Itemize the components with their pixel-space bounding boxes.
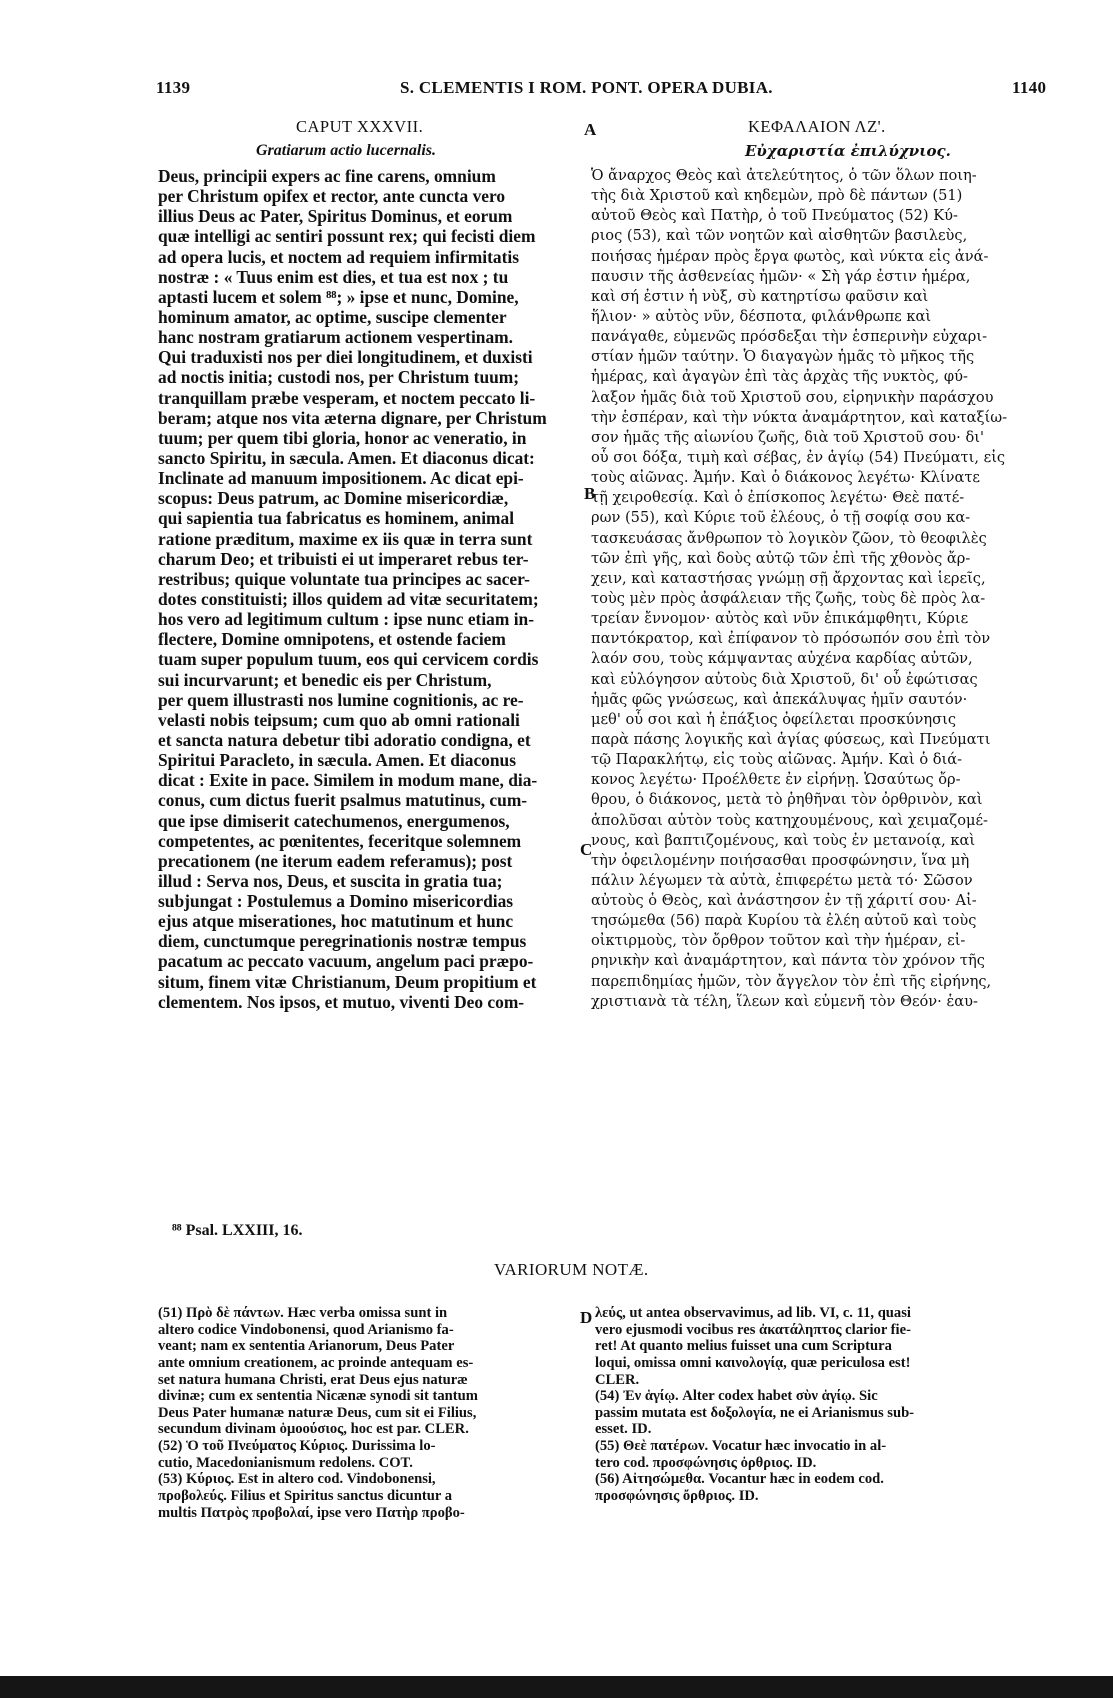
greek-line: μεθ' οὗ σοι καὶ ἡ ἐπάξιος ὀφείλεται προσκύνησις — [591, 710, 957, 728]
greek-line: στίαν ἡμῶν ταύτην. Ὁ διαγαγὼν ἡμᾶς τὸ μῆκος τῆς — [591, 348, 975, 366]
latin-line: ad noctis initia; custodi nos, per Christum tuum; — [158, 367, 520, 388]
latin-line: Spiritui Paracleto, in sæcula. Amen. Et diaconus — [158, 750, 516, 771]
latin-line: pacatum ac peccato vacuum, angelum paci præpo- — [158, 951, 534, 972]
latin-line: subjungat : Postulemus a Domino misericordias — [158, 891, 514, 912]
note-line: ante omnium creationem, ac proinde antequam es- — [158, 1354, 474, 1371]
latin-line: Inclinate ad manuum impositionem. Ac dicat epi- — [158, 468, 524, 489]
note-line: (56) Αἰτησώμεθα. Vocantur hæc in eodem cod. — [595, 1471, 884, 1488]
margin-letter-b: B — [584, 484, 596, 503]
greek-subtitle: Εὐχαριστία ἐπιλύχνιος. — [745, 142, 951, 160]
latin-line: sancto Spiritu, in sæcula. Amen. Et diaconus dicat: — [158, 447, 535, 468]
greek-line: ἥλιον· » αὐτὸς νῦν, δέσποτα, φιλάνθρωπε καὶ — [591, 307, 932, 325]
greek-line: τησώμεθα (56) παρὰ Κυρίου τὰ ἐλέη αὐτοῦ καὶ τοὺς — [591, 912, 977, 930]
greek-line: τῶν ἐπὶ γῆς, καὶ δοὺς αὐτῷ τῶν ἐπὶ τῆς χθονὸς ἄρ- — [591, 549, 971, 567]
margin-letter-c: C — [580, 840, 593, 859]
greek-line: τοὺς αἰῶνας. Ἀμήν. Καὶ ὁ διάκονος λεγέτω· Κλίνατε — [591, 469, 980, 487]
note-line: vero ejusmodi vocibus res ἀκατάληπτος clarior fie- — [595, 1321, 911, 1338]
margin-letter-d: D — [580, 1308, 593, 1327]
greek-line: αὐτοὺς ὁ Θεὸς, καὶ ἀνάστησον ἐν τῇ χάριτί σου· Αἰ- — [591, 892, 977, 910]
greek-chapter-title: ΚΕΦΑΛΑΙΟΝ ΛΖ'. — [748, 117, 886, 136]
latin-text-column — [158, 166, 578, 1012]
latin-line: ad opera lucis, et noctem ad requiem infirmitatis — [158, 246, 519, 267]
greek-line: τὴν ὀφειλομένην ποιήσασθαι προσφώνησιν, ἵνα μὴ — [591, 851, 970, 869]
note-line: (55) Θεὲ πατέρων. Vocatur hæc invocatio in al- — [595, 1438, 887, 1455]
greek-line: σον ἡμᾶς τῆς αἰωνίου ζωῆς, διὰ τοῦ Χριστοῦ σου· δι' — [591, 428, 984, 446]
note-line: προσφώνησις ὄρθριος. ID. — [595, 1488, 759, 1505]
latin-line: flectere, Domine omnipotens, et ostende faciem — [158, 629, 506, 650]
latin-line: nostræ : « Tuus enim est dies, et tua est nox ; tu — [158, 266, 509, 287]
note-line: veant; nam ex sententia Arianorum, Deus Pater — [158, 1338, 455, 1355]
latin-line: hominum amator, ac optime, suscipe clementer — [158, 306, 507, 327]
greek-line: οἰκτιρμοὺς, τὸν ὄρθρον τοῦτον καὶ τὴν ἡμέραν, εἰ- — [591, 932, 966, 950]
latin-line: ejus atque miserationes, hoc matutinum et hunc — [158, 911, 514, 932]
notes-right-column — [595, 1305, 1015, 1505]
margin-letter-a: A — [584, 120, 597, 139]
latin-line: dicat : Exite in pace. Similem in modum mane, dia- — [158, 770, 538, 791]
greek-line: τῇ χειροθεσίᾳ. Καὶ ὁ ἐπίσκοπος λεγέτω· Θεὲ πατέ- — [591, 489, 965, 507]
note-line: esset. ID. — [595, 1421, 652, 1438]
note-line: λεύς, ut antea observavimus, ad lib. VI, c. 11, quasi — [595, 1305, 911, 1321]
latin-line: competentes, ac pœnitentes, feceritque solemnem — [158, 830, 522, 851]
latin-line: charum Deo; et tribuisti ei ut imperaret rebus ter- — [158, 548, 529, 569]
latin-line: illius Deus ac Pater, Spiritus Dominus, et eorum — [158, 206, 513, 227]
latin-line: scopus: Deus patrum, ac Domine misericordiæ, — [158, 488, 509, 509]
notes-heading: VARIORUM NOTÆ. — [494, 1260, 649, 1279]
latin-line: sui incurvarunt; et benedic eis per Christum, — [158, 669, 492, 690]
notes-left-column — [158, 1305, 576, 1521]
greek-text-column — [591, 166, 1011, 1012]
greek-line: καὶ σή ἐστιν ἡ νὺξ, σὺ κατηρτίσω φαῦσιν καὶ — [591, 287, 929, 305]
note-line: (52) Ὁ τοῦ Πνεύματος Κύριος. Durissima lo- — [158, 1438, 436, 1455]
note-line: loqui, omissa omni καινολογίᾳ, quæ periculosa est! — [595, 1354, 911, 1371]
latin-line: tranquillam præbe vesperam, et noctem peccato li- — [158, 387, 536, 408]
greek-line: ποιήσας ἡμέραν πρὸς ἔργα φωτὸς, καὶ νύκτα εἰς ἀνά- — [591, 247, 989, 265]
greek-line: λαόν σου, τοὺς κάμψαντας αὐχένα καρδίας αὐτῶν, — [591, 650, 973, 668]
latin-line: Deus, principii expers ac fine carens, omnium — [158, 166, 496, 186]
latin-line: conus, cum dictus fuerit psalmus matutinus, cum- — [158, 790, 528, 811]
greek-line: τὴν ἑσπέραν, καὶ τὴν νύκτα ἀναμάρτητον, καὶ καταξίω- — [591, 408, 1008, 426]
note-line: ret! At quanto melius fuisset una cum Scriptura — [595, 1338, 892, 1355]
page-number-left: 1139 — [156, 78, 191, 97]
greek-line: πανάγαθε, εὐμενῶς πρόσδεξαι τὴν ἑσπερινὴν εὐχαρι- — [591, 328, 988, 346]
latin-line: quæ intelligi ac sentiri possunt rex; qui fecisti diem — [158, 226, 536, 247]
greek-line: χριστιανὰ τὰ τέλη, ἵλεων καὶ εὐμενῆ τὸν Θεόν· ἑαυ- — [591, 992, 978, 1010]
greek-line: λαξον ἡμᾶς διὰ τοῦ Χριστοῦ σου, εἰρηνικὴν παράσχου — [591, 388, 994, 406]
latin-line: diem, cunctumque peregrinationis nostræ tempus — [158, 931, 527, 952]
greek-line: παντόκρατορ, καὶ ἐπίφανον τὸ πρόσωπόν σου ἐπὶ τὸν — [591, 630, 991, 648]
note-line: divinæ; cum ex sententia Nicænæ synodi sit tantum — [158, 1388, 478, 1405]
greek-line: ἀπολῦσαι αὐτὸν τοὺς κατηχουμένους, καὶ χειμαζομέ- — [591, 811, 988, 829]
latin-line: hos vero ad legitimum cultum : ipse nunc etiam in- — [158, 609, 534, 630]
scan-edge-band — [0, 1676, 1113, 1698]
greek-line: καὶ εὐλόγησον αὐτοὺς διὰ Χριστοῦ, δι' οὗ ἐφώτισας — [591, 670, 978, 688]
latin-line: restribus; quique voluntate tua principes ac sacer- — [158, 568, 530, 589]
latin-line: per quem illustrasti nos lumine cognitionis, ac re- — [158, 689, 524, 710]
greek-line: τρείαν ἔννομον· αὐτὸς καὶ νῦν ἐπικάμφθητι, Κύριε — [591, 610, 969, 628]
note-line: (51) Πρὸ δὲ πάντων. Hæc verba omissa sunt in — [158, 1305, 448, 1321]
latin-line: beram; atque nos vita æterna dignare, per Christum — [158, 407, 547, 428]
greek-line: αὐτοῦ Θεὸς καὶ Πατὴρ, ὁ τοῦ Πνεύματος (52) Κύ- — [591, 207, 958, 225]
greek-line: ριος (53), καὶ τῶν νοητῶν καὶ αἰσθητῶν βασιλεὺς, — [591, 227, 968, 245]
greek-line: θρου, ὁ διάκονος, μετὰ τὸ ῥηθῆναι τὸν ὀρθρινὸν, καὶ — [591, 791, 983, 809]
greek-line: παυσιν τῆς ἀσθενείας ἡμῶν· « Σὴ γάρ ἐστιν ἡμέρα, — [591, 267, 971, 285]
greek-line: τὴς διὰ Χριστοῦ καὶ κηδεμὼν, πρὸ δὲ πάντων (51) — [591, 187, 963, 205]
greek-line: παρεπιδημίας ἡμῶν, τὸν ἄγγελον τὸν ἐπὶ τῆς εἰρήνης, — [591, 972, 992, 990]
greek-line: τοὺς μὲν πρὸς ἀσφάλειαν τῆς ζωῆς, τοὺς δὲ πρὸς λα- — [591, 589, 986, 607]
note-line: (54) Ἐν ἁγίῳ. Alter codex habet σὺν ἁγίῳ. Sic — [595, 1388, 878, 1405]
greek-line: χειν, καὶ καταστήσας γνώμῃ σῇ ἄρχοντας καὶ ἱερεῖς, — [591, 569, 986, 587]
latin-line: aptasti lucem et solem ⁸⁸; » ipse et nunc, Domine, — [158, 286, 519, 307]
greek-line: ρων (55), καὶ Κύριε τοῦ ἐλέους, ὁ τῇ σοφίᾳ σου κα- — [591, 509, 971, 527]
greek-line: νους, καὶ βαπτιζομένους, καὶ τοὺς ἐν μετανοίᾳ, καὶ — [591, 831, 976, 849]
latin-line: Qui traduxisti nos per diei longitudinem, et duxisti — [158, 347, 533, 368]
running-title: S. CLEMENTIS I ROM. PONT. OPERA DUBIA. — [400, 78, 773, 97]
note-line: tero cod. προσφώνησις ὀρθριος. ID. — [595, 1454, 817, 1471]
page-number-right: 1140 — [1012, 78, 1047, 97]
greek-line: τῷ Παρακλήτῳ, εἰς τοὺς αἰῶνας. Ἀμήν. Καὶ ὁ διά- — [591, 751, 963, 769]
latin-subtitle: Gratiarum actio lucernalis. — [256, 142, 437, 159]
latin-chapter-title: CAPUT XXXVII. — [296, 117, 424, 136]
latin-line: illud : Serva nos, Deus, et suscita in gratia tua; — [158, 870, 503, 891]
latin-line: tuam super populum tuum, eos qui cervicem cordis — [158, 649, 539, 670]
greek-line: ἡμᾶς φῶς γνώσεως, καὶ ἀπεκάλυψας ἡμῖν σαυτόν· — [591, 690, 968, 708]
greek-line: ρηνικὴν καὶ ἀναμάρτητον, καὶ πάντα τὸν χρόνον τῆς — [591, 952, 985, 970]
note-line: multis Πατρὸς προβολαί, ipse vero Πατὴρ προβο- — [158, 1504, 465, 1521]
greek-line: οὗ σοι δόξα, τιμὴ καὶ σέβας, ἐν ἁγίῳ (54) Πνεύματι, εἰς — [591, 448, 1006, 466]
latin-line: situm, finem vitæ Christianum, Deum propitium et — [158, 971, 537, 992]
note-line: Deus Pater humanæ naturæ Deus, cum sit ei Filius, — [158, 1404, 477, 1421]
latin-line: que ipse dimiserit catechumenos, energumenos, — [158, 810, 510, 831]
note-line: προβολεύς. Filius et Spiritus sanctus dicuntur a — [158, 1488, 453, 1505]
greek-line: κονος λεγέτω· Προέλθετε ἐν εἰρήνῃ. Ὡσαύτως ὄρ- — [591, 771, 961, 789]
note-line: secundum divinam ὁμοούσιος, hoc est par. CLER. — [158, 1421, 469, 1438]
greek-line: πάλιν λέγωμεν τὰ αὐτὰ, ἐπιφερέτω μετὰ τό· Σῶσον — [591, 871, 973, 889]
latin-line: clementem. Nos ipsos, et mutuo, viventi Deo com- — [158, 991, 525, 1012]
note-line: altero codice Vindobonensi, quod Arianismo fa- — [158, 1321, 454, 1338]
greek-line: παρὰ πάσης λογικῆς καὶ ἁγίας φύσεως, καὶ Πνεύματι — [591, 730, 991, 748]
scripture-footnote: ⁸⁸ Psal. LXXIII, 16. — [172, 1222, 303, 1239]
greek-line: Ὁ ἄναρχος Θεὸς καὶ ἀτελεύτητος, ὁ τῶν ὅλων ποιη- — [591, 167, 977, 184]
latin-line: precationem (ne iterum eadem referamus); post — [158, 850, 513, 871]
greek-line: ἡμέρας, καὶ ἀγαγὼν ἐπὶ τὰς ἀρχὰς τῆς νυκτὸς, φύ- — [591, 368, 968, 386]
note-line: set natura humana Christi, erat Deus ejus naturæ — [158, 1371, 468, 1388]
latin-line: et sancta natura debetur tibi adoratio condigna, et — [158, 729, 531, 750]
note-line: passim mutata est δοξολογία, ne ei Arianismus sub- — [595, 1404, 915, 1421]
latin-line: ratione præditum, maxime ex iis quæ in terra sunt — [158, 528, 533, 549]
note-line: cutio, Macedonianismum redolens. COT. — [158, 1454, 413, 1471]
note-line: CLER. — [595, 1371, 640, 1388]
greek-line: τασκευάσας ἄνθρωπον τὸ λογικὸν ζῶον, τὸ θεοφιλὲς — [591, 529, 987, 547]
latin-line: dotes constituisti; illos quidem ad vitæ securitatem; — [158, 588, 539, 609]
latin-line: hanc nostram gratiarum actionem vespertinam. — [158, 327, 514, 348]
note-line: (53) Κύριος. Est in altero cod. Vindobonensi, — [158, 1471, 436, 1488]
latin-line: velasti nobis teipsum; cum quo ab omni rationali — [158, 709, 520, 730]
latin-line: tuum; per quem tibi gloria, honor ac veneratio, in — [158, 427, 527, 448]
latin-line: per Christum opifex et rector, ante cuncta vero — [158, 186, 506, 207]
latin-line: qui sapientia tua fabricatus es hominem, animal — [158, 508, 515, 529]
